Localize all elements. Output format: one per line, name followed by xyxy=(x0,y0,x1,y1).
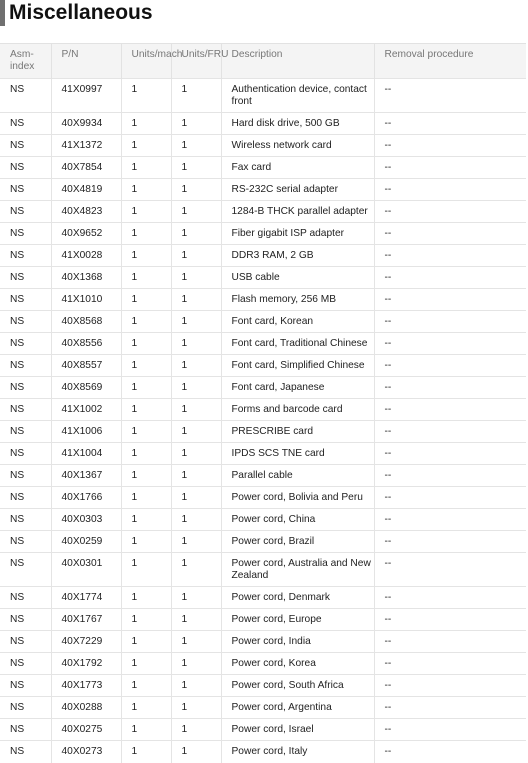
cell-units-per-fru: 1 xyxy=(171,377,221,399)
cell-units-per-machine: 1 xyxy=(121,201,171,223)
cell-units-per-machine: 1 xyxy=(121,289,171,311)
cell-description: Forms and barcode card xyxy=(221,399,374,421)
header-removal-procedure: Removal procedure xyxy=(374,44,526,79)
cell-asm-index: NS xyxy=(0,421,51,443)
cell-removal-procedure: -- xyxy=(374,587,526,609)
cell-part-number: 40X1773 xyxy=(51,675,121,697)
page-title: Miscellaneous xyxy=(9,1,153,24)
cell-removal-procedure: -- xyxy=(374,719,526,741)
cell-description: Font card, Traditional Chinese xyxy=(221,333,374,355)
cell-units-per-machine: 1 xyxy=(121,377,171,399)
page-header xyxy=(0,0,153,26)
cell-units-per-machine: 1 xyxy=(121,653,171,675)
cell-description: Parallel cable xyxy=(221,465,374,487)
cell-removal-procedure: -- xyxy=(374,465,526,487)
cell-units-per-machine: 1 xyxy=(121,179,171,201)
cell-asm-index: NS xyxy=(0,697,51,719)
cell-part-number: 40X0259 xyxy=(51,531,121,553)
cell-description: Fiber gigabit ISP adapter xyxy=(221,223,374,245)
cell-part-number: 40X1774 xyxy=(51,587,121,609)
cell-removal-procedure: -- xyxy=(374,741,526,763)
cell-units-per-fru: 1 xyxy=(171,245,221,267)
cell-part-number: 41X1006 xyxy=(51,421,121,443)
cell-asm-index: NS xyxy=(0,223,51,245)
cell-units-per-machine: 1 xyxy=(121,311,171,333)
cell-description: Font card, Simplified Chinese xyxy=(221,355,374,377)
table-row xyxy=(0,553,526,587)
table-row xyxy=(0,653,526,675)
table-row xyxy=(0,399,526,421)
table-row xyxy=(0,79,526,113)
cell-part-number: 40X8557 xyxy=(51,355,121,377)
cell-units-per-fru: 1 xyxy=(171,675,221,697)
table-row xyxy=(0,113,526,135)
cell-units-per-fru: 1 xyxy=(171,289,221,311)
cell-part-number: 40X8569 xyxy=(51,377,121,399)
cell-units-per-machine: 1 xyxy=(121,531,171,553)
table-row xyxy=(0,245,526,267)
cell-part-number: 40X1367 xyxy=(51,465,121,487)
cell-units-per-machine: 1 xyxy=(121,333,171,355)
cell-description: Authentication device, contact front xyxy=(221,79,374,113)
cell-removal-procedure: -- xyxy=(374,399,526,421)
cell-units-per-machine: 1 xyxy=(121,421,171,443)
cell-units-per-machine: 1 xyxy=(121,741,171,763)
table-row xyxy=(0,741,526,763)
parts-table-body xyxy=(0,79,526,763)
cell-removal-procedure: -- xyxy=(374,311,526,333)
cell-description: USB cable xyxy=(221,267,374,289)
cell-asm-index: NS xyxy=(0,267,51,289)
cell-description: Power cord, China xyxy=(221,509,374,531)
cell-asm-index: NS xyxy=(0,487,51,509)
cell-removal-procedure: -- xyxy=(374,135,526,157)
cell-units-per-machine: 1 xyxy=(121,223,171,245)
cell-asm-index: NS xyxy=(0,509,51,531)
table-header-row xyxy=(0,44,526,79)
header-part-number: P/N xyxy=(51,44,121,79)
cell-units-per-fru: 1 xyxy=(171,443,221,465)
cell-removal-procedure: -- xyxy=(374,333,526,355)
cell-units-per-fru: 1 xyxy=(171,179,221,201)
cell-description: Font card, Korean xyxy=(221,311,374,333)
cell-asm-index: NS xyxy=(0,79,51,113)
cell-asm-index: NS xyxy=(0,333,51,355)
cell-part-number: 40X8556 xyxy=(51,333,121,355)
cell-asm-index: NS xyxy=(0,179,51,201)
cell-units-per-machine: 1 xyxy=(121,719,171,741)
cell-units-per-machine: 1 xyxy=(121,245,171,267)
cell-units-per-fru: 1 xyxy=(171,157,221,179)
cell-removal-procedure: -- xyxy=(374,653,526,675)
cell-description: 1284-B THCK parallel adapter xyxy=(221,201,374,223)
cell-description: Power cord, Argentina xyxy=(221,697,374,719)
cell-units-per-fru: 1 xyxy=(171,399,221,421)
cell-removal-procedure: -- xyxy=(374,675,526,697)
cell-asm-index: NS xyxy=(0,587,51,609)
cell-part-number: 40X0288 xyxy=(51,697,121,719)
table-row xyxy=(0,223,526,245)
header-description: Description xyxy=(221,44,374,79)
cell-part-number: 40X1767 xyxy=(51,609,121,631)
table-row xyxy=(0,289,526,311)
table-row xyxy=(0,135,526,157)
cell-part-number: 40X8568 xyxy=(51,311,121,333)
cell-units-per-machine: 1 xyxy=(121,267,171,289)
table-row xyxy=(0,697,526,719)
cell-description: Power cord, Denmark xyxy=(221,587,374,609)
cell-units-per-fru: 1 xyxy=(171,741,221,763)
table-row xyxy=(0,487,526,509)
cell-units-per-machine: 1 xyxy=(121,465,171,487)
cell-part-number: 41X0028 xyxy=(51,245,121,267)
cell-asm-index: NS xyxy=(0,609,51,631)
cell-removal-procedure: -- xyxy=(374,267,526,289)
cell-description: Flash memory, 256 MB xyxy=(221,289,374,311)
cell-units-per-machine: 1 xyxy=(121,113,171,135)
cell-asm-index: NS xyxy=(0,741,51,763)
cell-description: Power cord, Europe xyxy=(221,609,374,631)
cell-removal-procedure: -- xyxy=(374,377,526,399)
cell-asm-index: NS xyxy=(0,719,51,741)
table-row xyxy=(0,333,526,355)
cell-removal-procedure: -- xyxy=(374,697,526,719)
cell-asm-index: NS xyxy=(0,553,51,587)
cell-removal-procedure: -- xyxy=(374,289,526,311)
cell-removal-procedure: -- xyxy=(374,609,526,631)
cell-units-per-fru: 1 xyxy=(171,267,221,289)
cell-units-per-fru: 1 xyxy=(171,697,221,719)
cell-part-number: 41X1004 xyxy=(51,443,121,465)
cell-part-number: 41X0997 xyxy=(51,79,121,113)
cell-units-per-fru: 1 xyxy=(171,333,221,355)
cell-asm-index: NS xyxy=(0,113,51,135)
cell-removal-procedure: -- xyxy=(374,179,526,201)
cell-asm-index: NS xyxy=(0,531,51,553)
cell-part-number: 40X0303 xyxy=(51,509,121,531)
cell-part-number: 41X1372 xyxy=(51,135,121,157)
table-row xyxy=(0,443,526,465)
cell-removal-procedure: -- xyxy=(374,631,526,653)
table-row xyxy=(0,675,526,697)
cell-description: Power cord, Australia and New Zealand xyxy=(221,553,374,587)
table-row xyxy=(0,421,526,443)
cell-asm-index: NS xyxy=(0,443,51,465)
table-row xyxy=(0,509,526,531)
cell-removal-procedure: -- xyxy=(374,113,526,135)
table-row xyxy=(0,377,526,399)
cell-asm-index: NS xyxy=(0,311,51,333)
cell-removal-procedure: -- xyxy=(374,443,526,465)
cell-units-per-machine: 1 xyxy=(121,487,171,509)
table-row xyxy=(0,531,526,553)
cell-units-per-fru: 1 xyxy=(171,631,221,653)
cell-units-per-machine: 1 xyxy=(121,509,171,531)
cell-part-number: 40X1766 xyxy=(51,487,121,509)
cell-asm-index: NS xyxy=(0,465,51,487)
cell-units-per-fru: 1 xyxy=(171,79,221,113)
cell-part-number: 41X1002 xyxy=(51,399,121,421)
cell-removal-procedure: -- xyxy=(374,531,526,553)
cell-removal-procedure: -- xyxy=(374,201,526,223)
cell-units-per-fru: 1 xyxy=(171,553,221,587)
cell-description: Power cord, India xyxy=(221,631,374,653)
cell-units-per-fru: 1 xyxy=(171,421,221,443)
cell-units-per-machine: 1 xyxy=(121,631,171,653)
cell-units-per-fru: 1 xyxy=(171,223,221,245)
cell-removal-procedure: -- xyxy=(374,421,526,443)
cell-description: Fax card xyxy=(221,157,374,179)
cell-asm-index: NS xyxy=(0,675,51,697)
cell-units-per-machine: 1 xyxy=(121,553,171,587)
cell-units-per-fru: 1 xyxy=(171,509,221,531)
cell-removal-procedure: -- xyxy=(374,509,526,531)
cell-units-per-fru: 1 xyxy=(171,465,221,487)
table-row xyxy=(0,157,526,179)
cell-part-number: 40X4823 xyxy=(51,201,121,223)
cell-asm-index: NS xyxy=(0,135,51,157)
cell-part-number: 40X9652 xyxy=(51,223,121,245)
cell-removal-procedure: -- xyxy=(374,553,526,587)
table-row xyxy=(0,355,526,377)
cell-description: Power cord, Brazil xyxy=(221,531,374,553)
cell-description: PRESCRIBE card xyxy=(221,421,374,443)
cell-units-per-machine: 1 xyxy=(121,697,171,719)
table-row xyxy=(0,587,526,609)
cell-units-per-machine: 1 xyxy=(121,135,171,157)
cell-removal-procedure: -- xyxy=(374,223,526,245)
table-row xyxy=(0,201,526,223)
cell-description: Power cord, Israel xyxy=(221,719,374,741)
cell-units-per-fru: 1 xyxy=(171,487,221,509)
cell-asm-index: NS xyxy=(0,653,51,675)
cell-units-per-machine: 1 xyxy=(121,399,171,421)
cell-description: IPDS SCS TNE card xyxy=(221,443,374,465)
cell-units-per-fru: 1 xyxy=(171,719,221,741)
cell-description: RS-232C serial adapter xyxy=(221,179,374,201)
cell-description: Power cord, Italy xyxy=(221,741,374,763)
header-units-per-machine: Units/mach xyxy=(121,44,171,79)
cell-units-per-machine: 1 xyxy=(121,443,171,465)
cell-units-per-fru: 1 xyxy=(171,355,221,377)
cell-description: Wireless network card xyxy=(221,135,374,157)
cell-part-number: 40X1792 xyxy=(51,653,121,675)
cell-description: Power cord, Korea xyxy=(221,653,374,675)
cell-units-per-fru: 1 xyxy=(171,113,221,135)
cell-asm-index: NS xyxy=(0,289,51,311)
cell-units-per-fru: 1 xyxy=(171,587,221,609)
cell-removal-procedure: -- xyxy=(374,157,526,179)
cell-removal-procedure: -- xyxy=(374,245,526,267)
table-row xyxy=(0,631,526,653)
table-row xyxy=(0,719,526,741)
header-units-per-fru: Units/FRU xyxy=(171,44,221,79)
cell-removal-procedure: -- xyxy=(374,487,526,509)
cell-units-per-fru: 1 xyxy=(171,531,221,553)
cell-units-per-fru: 1 xyxy=(171,201,221,223)
table-row xyxy=(0,179,526,201)
cell-asm-index: NS xyxy=(0,355,51,377)
cell-part-number: 40X1368 xyxy=(51,267,121,289)
cell-asm-index: NS xyxy=(0,399,51,421)
cell-description: Power cord, South Africa xyxy=(221,675,374,697)
cell-units-per-fru: 1 xyxy=(171,311,221,333)
cell-part-number: 40X7854 xyxy=(51,157,121,179)
cell-asm-index: NS xyxy=(0,631,51,653)
cell-asm-index: NS xyxy=(0,377,51,399)
cell-description: Power cord, Bolivia and Peru xyxy=(221,487,374,509)
cell-description: Hard disk drive, 500 GB xyxy=(221,113,374,135)
cell-units-per-machine: 1 xyxy=(121,587,171,609)
cell-units-per-machine: 1 xyxy=(121,355,171,377)
cell-units-per-machine: 1 xyxy=(121,609,171,631)
cell-asm-index: NS xyxy=(0,245,51,267)
cell-part-number: 40X0301 xyxy=(51,553,121,587)
cell-description: Font card, Japanese xyxy=(221,377,374,399)
cell-removal-procedure: -- xyxy=(374,355,526,377)
cell-part-number: 40X4819 xyxy=(51,179,121,201)
cell-units-per-fru: 1 xyxy=(171,135,221,157)
table-row xyxy=(0,311,526,333)
cell-units-per-fru: 1 xyxy=(171,653,221,675)
cell-units-per-machine: 1 xyxy=(121,79,171,113)
cell-part-number: 40X0275 xyxy=(51,719,121,741)
cell-part-number: 40X7229 xyxy=(51,631,121,653)
cell-units-per-machine: 1 xyxy=(121,157,171,179)
table-row xyxy=(0,609,526,631)
cell-description: DDR3 RAM, 2 GB xyxy=(221,245,374,267)
table-row xyxy=(0,465,526,487)
cell-part-number: 40X9934 xyxy=(51,113,121,135)
cell-part-number: 41X1010 xyxy=(51,289,121,311)
cell-units-per-machine: 1 xyxy=(121,675,171,697)
cell-units-per-fru: 1 xyxy=(171,609,221,631)
parts-table xyxy=(0,43,526,763)
cell-removal-procedure: -- xyxy=(374,79,526,113)
cell-asm-index: NS xyxy=(0,201,51,223)
table-row xyxy=(0,267,526,289)
header-asm-index: Asm-index xyxy=(0,44,51,79)
cell-part-number: 40X0273 xyxy=(51,741,121,763)
cell-asm-index: NS xyxy=(0,157,51,179)
